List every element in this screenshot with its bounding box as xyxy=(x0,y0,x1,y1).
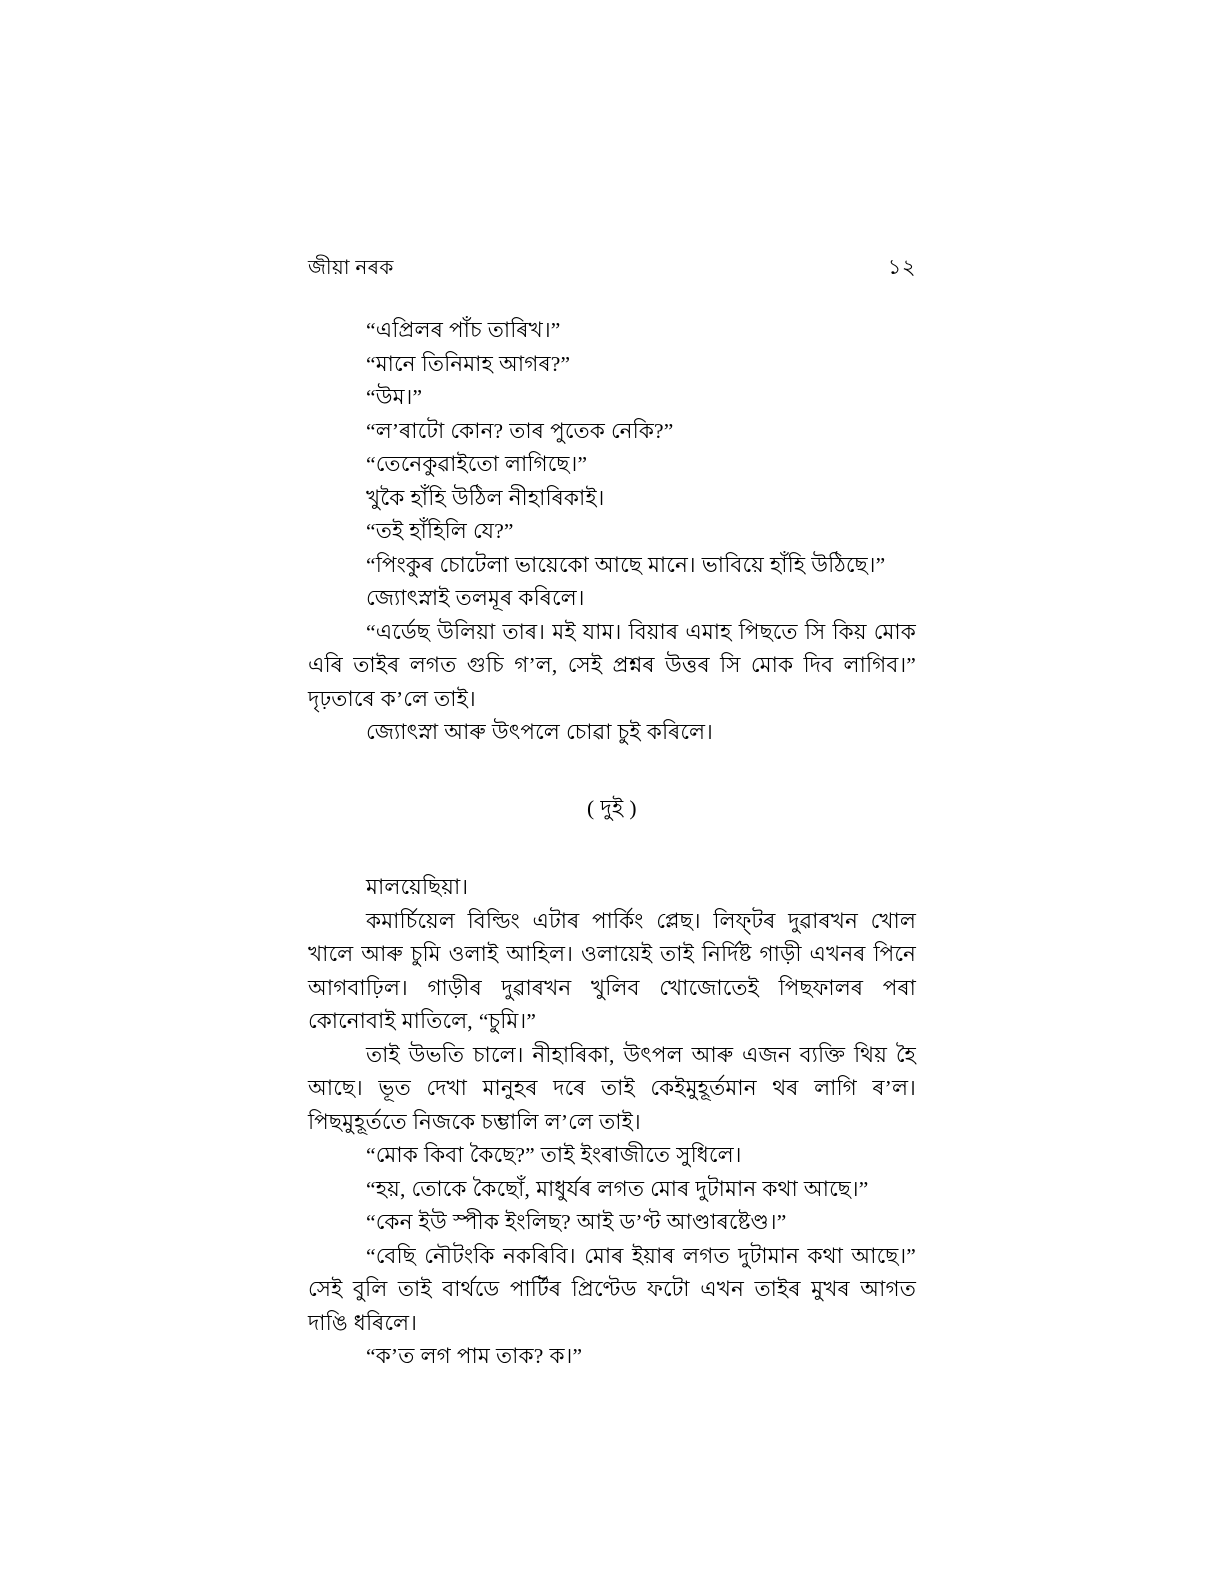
body-paragraph: “এৰ্ডেছ উলিয়া তাৰ। মই যাম। বিয়াৰ এমাহ পিছতে সি কিয় মোক এৰি তাইৰ লগত গুচি গ’ল, সেই প্ৰশ্নৰ উত্তৰ সি মোক দিব লাগিব।” দৃঢ়তাৰে ক’লে তাই। xyxy=(308,619,916,711)
running-head-title: জীয়া নৰক xyxy=(308,257,394,279)
body-paragraph: “মানে তিনিমাহ আগৰ?” xyxy=(366,351,571,376)
body-paragraph: “কেন ইউ স্পীক ইংলিছ? আই ড’ণ্ট আণ্ডাৰষ্টেণ্ড।” xyxy=(366,1210,787,1235)
body-paragraph: “উম।” xyxy=(366,385,423,410)
body-paragraph: “হয়, তোকে কৈছোঁ, মাধুৰ্যৰ লগত মোৰ দুটামান কথা আছে।” xyxy=(366,1176,869,1201)
body-paragraph: “মোক কিবা কৈছে?” তাই ইংৰাজীতে সুধিলে। xyxy=(366,1143,742,1168)
running-head xyxy=(308,255,916,280)
body-paragraph: তাই উভতি চালে। নীহাৰিকা, উৎপল আৰু এজন ব্যক্তি থিয় হৈ আছে। ভূত দেখা মানুহৰ দৰে তাই কেইমুহূৰ্তমান থৰ লাগি ৰ’ল। পিছমুহূৰ্ততে নিজকে চম্ভালি ল’লে তাই। xyxy=(308,1042,916,1134)
body-paragraph: মালয়েছিয়া। xyxy=(366,875,469,900)
section-divider: ( দুই ) xyxy=(587,795,637,820)
body-paragraph: জ্যোৎস্নাই তলমূৰ কৰিলে। xyxy=(366,586,585,611)
body-paragraph: “বেছি নৌটংকি নকৰিবি। মোৰ ইয়াৰ লগত দুটামান কথা আছে।” সেই বুলি তাই বাৰ্থডে পাৰ্টিৰ প্ৰিণ্টেড ফটো এখন তাইৰ মুখৰ আগত দাঙি ধৰিলে। xyxy=(308,1243,916,1335)
body-paragraph: “তই হাঁহিলি যে?” xyxy=(366,519,514,544)
page-number: ১২ xyxy=(887,255,916,279)
body-paragraph: “তেনেকুৱাইতো লাগিছে।” xyxy=(366,452,588,477)
body-paragraph: কমাৰ্চিয়েল বিল্ডিং এটাৰ পাৰ্কিং প্লেছ। লিফ্‌টৰ দুৱাৰখন খোল খালে আৰু চুমি ওলাই আহিল। ওলায়েই তাই নিৰ্দিষ্ট গাড়ী এখনৰ পিনে আগবাঢ়িল। গাড়ীৰ দুৱাৰখন খুলিব খোজোতেই পিছফালৰ পৰা কোনোবাই মাতিলে, “চুমি।” xyxy=(308,908,916,1034)
section-two xyxy=(308,871,916,1374)
body-paragraph: খুকৈ হাঁহি উঠিল নীহাৰিকাই। xyxy=(366,485,605,510)
body-paragraph: “ক’ত লগ পাম তাক? ক।” xyxy=(366,1344,583,1369)
section-one xyxy=(308,314,916,750)
text-block xyxy=(308,255,916,1374)
body-paragraph: “ল’ৰাটো কোন? তাৰ পুতেক নেকি?” xyxy=(366,418,674,443)
body-paragraph: “পিংকুৰ চোটেলা ভায়েকো আছে মানে। ভাবিয়ে হাঁহি উঠিছে।” xyxy=(366,552,886,577)
body-paragraph: জ্যোৎস্না আৰু উৎপলে চোৱা চুই কৰিলে। xyxy=(366,720,714,745)
body-paragraph: “এপ্ৰিলৰ পাঁচ তাৰিখ।” xyxy=(366,318,561,343)
